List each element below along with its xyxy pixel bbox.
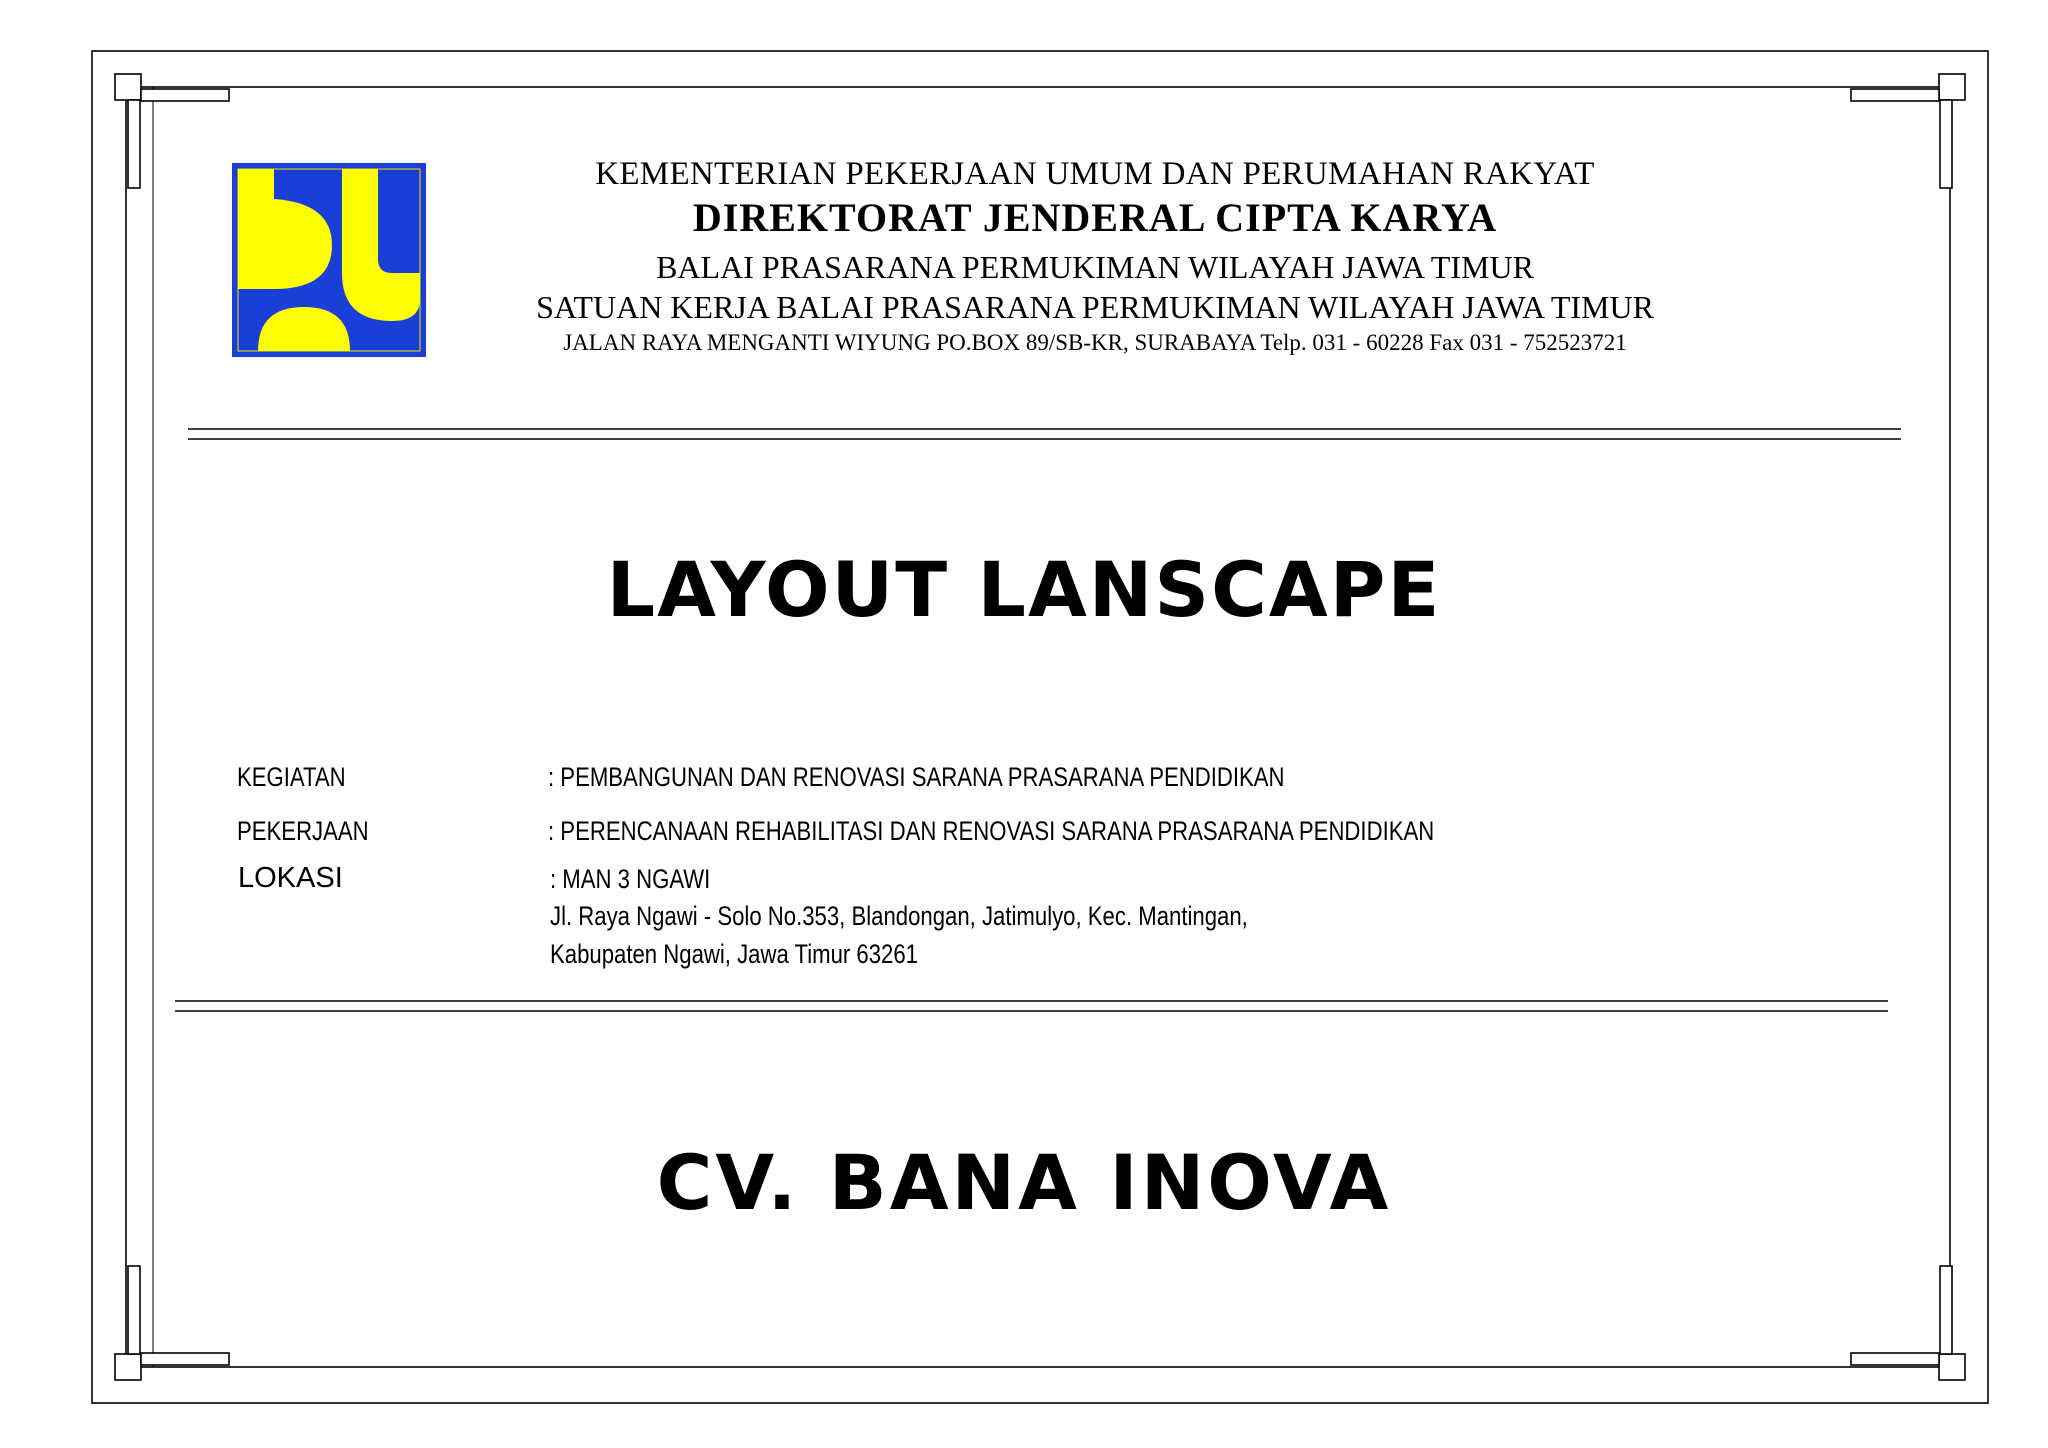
company-name: CV. BANA INOVA (656, 1138, 1392, 1227)
corner-ornament-top-left (115, 74, 229, 188)
corner-ornament-bottom-right (1851, 1266, 1965, 1380)
satker-name: SATUAN KERJA BALAI PRASARANA PERMUKIMAN WILAYAH JAWA TIMUR (536, 289, 1654, 325)
corner-ornament-bottom-left (115, 1266, 229, 1380)
info-separator (175, 1001, 1888, 1011)
kegiatan-label: KEGIATAN (237, 762, 346, 792)
kegiatan-value: : PEMBANGUNAN DAN RENOVASI SARANA PRASARANA PENDIDIKAN (548, 762, 1285, 792)
lokasi-label: LOKASI (238, 862, 343, 894)
directorate-name: DIREKTORAT JENDERAL CIPTA KARYA (692, 195, 1498, 240)
pekerjaan-value: : PERENCANAAN REHABILITASI DAN RENOVASI SARANA PRASARANA PENDIDIKAN (548, 816, 1435, 846)
pekerjaan-label: PEKERJAAN (237, 816, 369, 846)
office-address: JALAN RAYA MENGANTI WIYUNG PO.BOX 89/SB-KR, SURABAYA Telp. 031 - 60228 Fax 031 - 752523721 (563, 330, 1627, 355)
header-separator (188, 429, 1901, 439)
lokasi-address-line-1: Jl. Raya Ngawi - Solo No.353, Blandongan, Jatimulyo, Kec. Mantingan, (550, 901, 1248, 931)
pu-logo-icon (232, 163, 426, 357)
lokasi-value: : MAN 3 NGAWI (550, 864, 711, 894)
balai-name: BALAI PRASARANA PERMUKIMAN WILAYAH JAWA TIMUR (656, 249, 1534, 285)
corner-ornament-top-right (1851, 74, 1965, 188)
document-title: LAYOUT LANSCAPE (606, 545, 1442, 634)
lokasi-address-line-2: Kabupaten Ngawi, Jawa Timur 63261 (550, 939, 919, 969)
ministry-name: KEMENTERIAN PEKERJAAN UMUM DAN PERUMAHAN RAKYAT (595, 156, 1595, 192)
